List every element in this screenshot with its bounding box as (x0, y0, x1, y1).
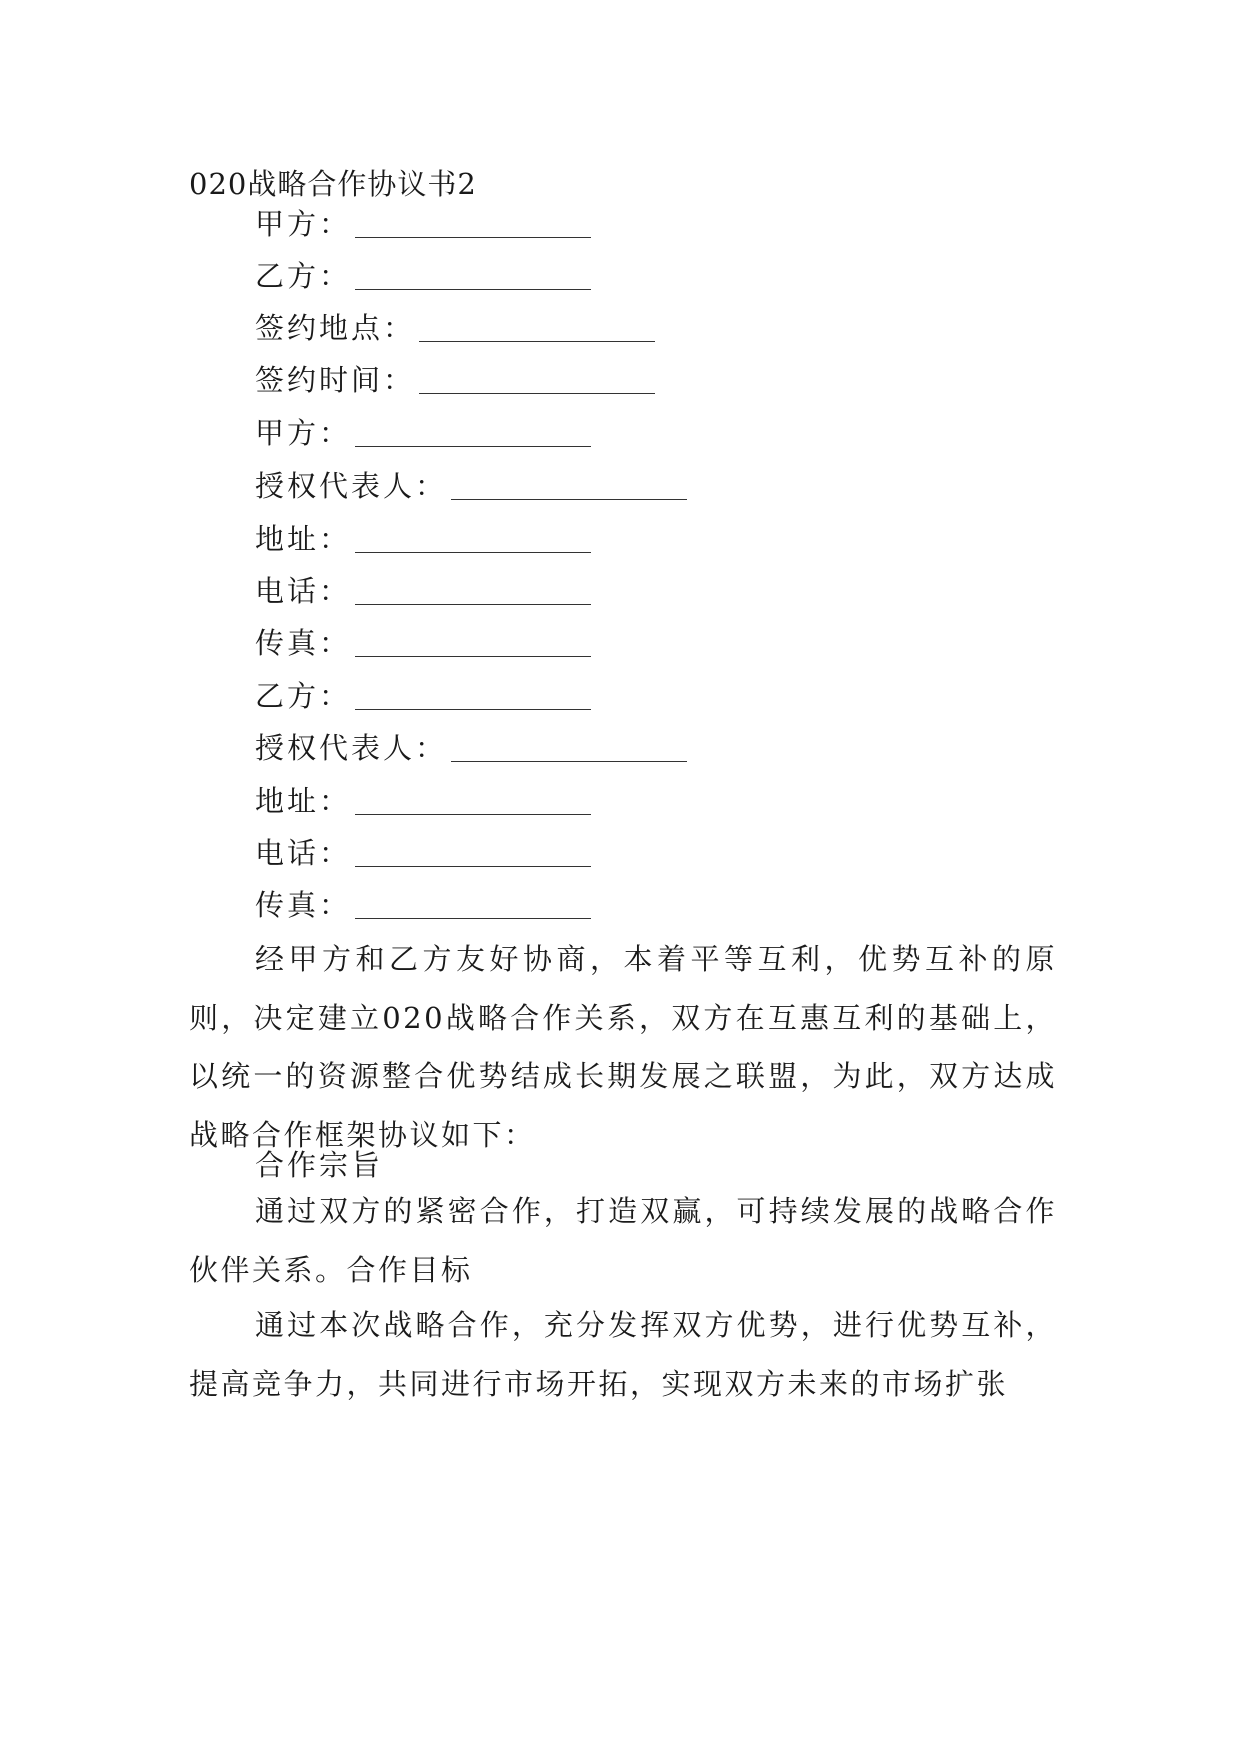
fill-in-blank (355, 576, 591, 605)
field-label: 授权代表人： (255, 731, 448, 765)
field-label: 电话： (255, 836, 352, 870)
fill-in-blank (355, 261, 591, 290)
field-label: 甲方： (255, 207, 352, 241)
field-party-a-address (255, 519, 591, 559)
fill-in-blank (355, 786, 591, 815)
intro-paragraph: 经甲方和乙方友好协商，本着平等互利，优势互补的原则，决定建立020战略合作关系，双方在互惠互利的基础上，以统一的资源整合优势结成长期发展之联盟，为此，双方达成战略合作框架协议如下： (189, 942, 1057, 1152)
field-signing-place (255, 308, 655, 348)
fill-in-blank (355, 418, 591, 447)
field-party-a-detail (255, 413, 591, 453)
fill-in-blank (419, 365, 655, 394)
field-party-a-fax (255, 623, 591, 663)
field-party-b-representative (255, 728, 687, 768)
goal-paragraph: 通过本次战略合作，充分发挥双方优势，进行优势互补，提高竞争力，共同进行市场开拓，实现双方未来的市场扩张 (189, 1308, 1057, 1401)
field-label: 授权代表人： (255, 469, 448, 503)
field-label: 传真： (255, 626, 352, 660)
fill-in-blank (355, 838, 591, 867)
field-label: 电话： (255, 574, 352, 608)
field-signing-time (255, 360, 655, 400)
field-label: 地址： (255, 784, 352, 818)
purpose-paragraph: 通过双方的紧密合作，打造双赢，可持续发展的战略合作伙伴关系。合作目标 (189, 1194, 1057, 1287)
field-party-a-representative (255, 466, 687, 506)
field-label: 传真： (255, 888, 352, 922)
field-label: 地址： (255, 522, 352, 556)
document-title: 020战略合作协议书2 (189, 167, 477, 201)
field-party-a-phone (255, 571, 591, 611)
field-label: 乙方： (255, 679, 352, 713)
fill-in-blank (355, 524, 591, 553)
fill-in-blank (419, 313, 655, 342)
field-party-b (255, 256, 591, 296)
fill-in-blank (355, 681, 591, 710)
fill-in-blank (355, 209, 591, 238)
field-label: 签约时间： (255, 363, 416, 397)
fill-in-blank (451, 471, 687, 500)
fill-in-blank (355, 628, 591, 657)
field-label: 甲方： (255, 416, 352, 450)
field-party-b-fax (255, 885, 591, 925)
field-party-a (255, 204, 591, 244)
fill-in-blank (451, 733, 687, 762)
field-party-b-phone (255, 833, 591, 873)
field-label: 乙方： (255, 259, 352, 293)
section-heading-purpose: 合作宗旨 (255, 1148, 384, 1182)
field-label: 签约地点： (255, 311, 416, 345)
field-party-b-address (255, 781, 591, 821)
field-party-b-detail (255, 676, 591, 716)
fill-in-blank (355, 890, 591, 919)
